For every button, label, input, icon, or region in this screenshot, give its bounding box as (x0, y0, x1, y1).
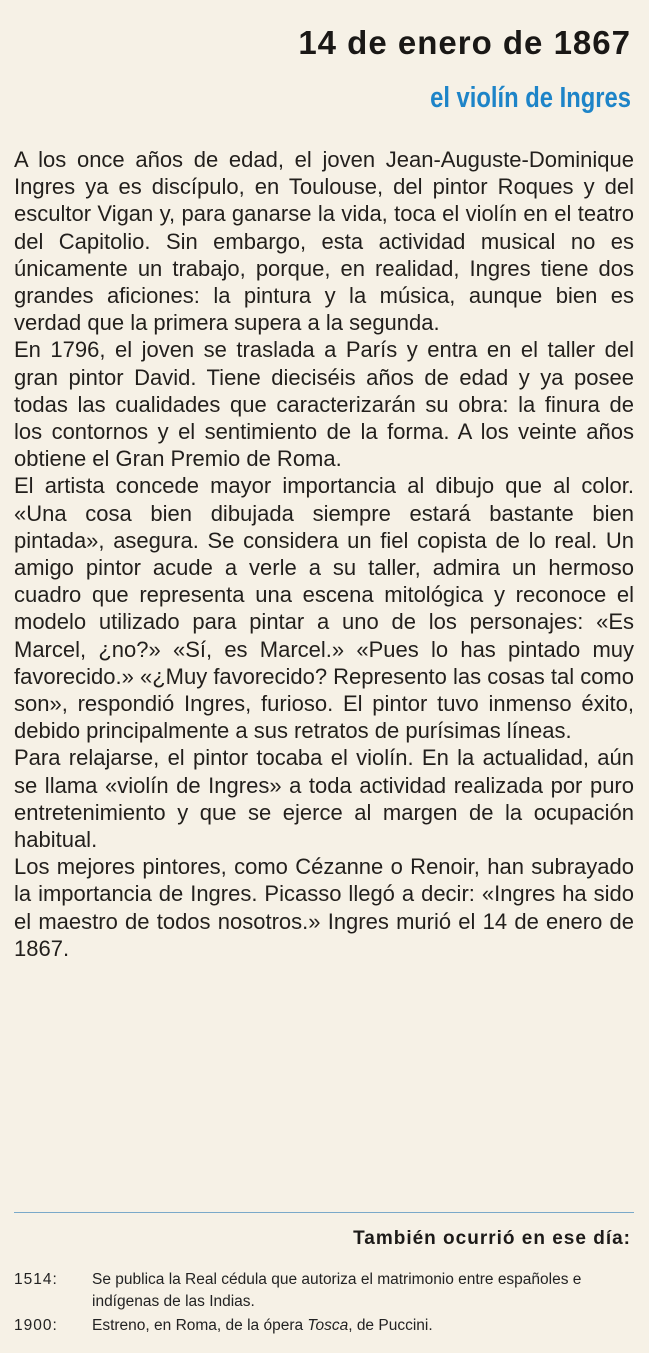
paragraph-5: Los mejores pintores, como Cézanne o Renoir, han subrayado la importancia de Ingres. Picasso llegó a decir: «Ingres ha sido el maestro de todos nosotros.» Ingres murió el 14 de enero de 1867. (14, 854, 634, 961)
article-body (14, 146, 634, 962)
opera-title: Tosca (307, 1317, 349, 1334)
event-description: Se publica la Real cédula que autoriza el matrimonio entre españoles e indígenas de las Indias. (92, 1271, 582, 1310)
events-list (14, 1269, 634, 1339)
event-text-before: Estreno, en Roma, de la ópera (92, 1317, 308, 1334)
also-happened-title: También ocurrió en ese día: (353, 1228, 631, 1249)
event-item (14, 1315, 634, 1337)
paragraph-1: A los once años de edad, el joven Jean-Auguste-Dominique Ingres ya es discípulo, en Toulouse, del pintor Roques y del escultor Vigan y, para ganarse la vida, toca el violín en el teatro del Capitolio. Sin embargo, esta actividad musical no es únicamente un trabajo, porque, en realidad, Ingres tiene dos grandes aficiones: la pintura y la música, aunque bien es verdad que la primera supera a la segunda. (14, 147, 634, 336)
page-subtitle: el violín de Ingres (430, 82, 631, 114)
event-year: 1514: (14, 1271, 58, 1288)
event-item (14, 1269, 634, 1313)
paragraph-3: El artista concede mayor importancia al dibujo que al color. «Una cosa bien dibujada siempre estará bastante bien pintada», asegura. Se considera un fiel copista de lo real. Un amigo pintor acude a verle a su taller, admira un hermoso cuadro que representa una escena mitológica y reconoce el modelo utilizado para pintar a uno de los personajes: «Es Marcel, ¿no?» «Sí, es Marcel.» «Pues lo has pintado muy favorecido.» «¿Muy favorecido? Represento las cosas tal como son», respondió Ingres, furioso. El pintor tuvo inmenso éxito, debido principalmente a sus retratos de purísimas líneas. (14, 473, 634, 744)
paragraph-2: En 1796, el joven se traslada a París y entra en el taller del gran pintor David. Tiene dieciséis años de edad y ya posee todas las cualidades que caracterizarán su obra: la finura de los contornos y el sentimiento de la forma. A los veinte años obtiene el Gran Premio de Roma. (14, 337, 634, 472)
page-title: 14 de enero de 1867 (298, 24, 631, 61)
section-divider (14, 1212, 634, 1213)
event-description (92, 1315, 634, 1337)
event-text-after: , de Puccini. (348, 1317, 433, 1334)
event-year: 1900: (14, 1317, 58, 1334)
paragraph-4: Para relajarse, el pintor tocaba el violín. En la actualidad, aún se llama «violín de Ingres» a toda actividad realizada por puro entretenimiento y que se ejerce al margen de la ocupación habitual. (14, 745, 634, 853)
